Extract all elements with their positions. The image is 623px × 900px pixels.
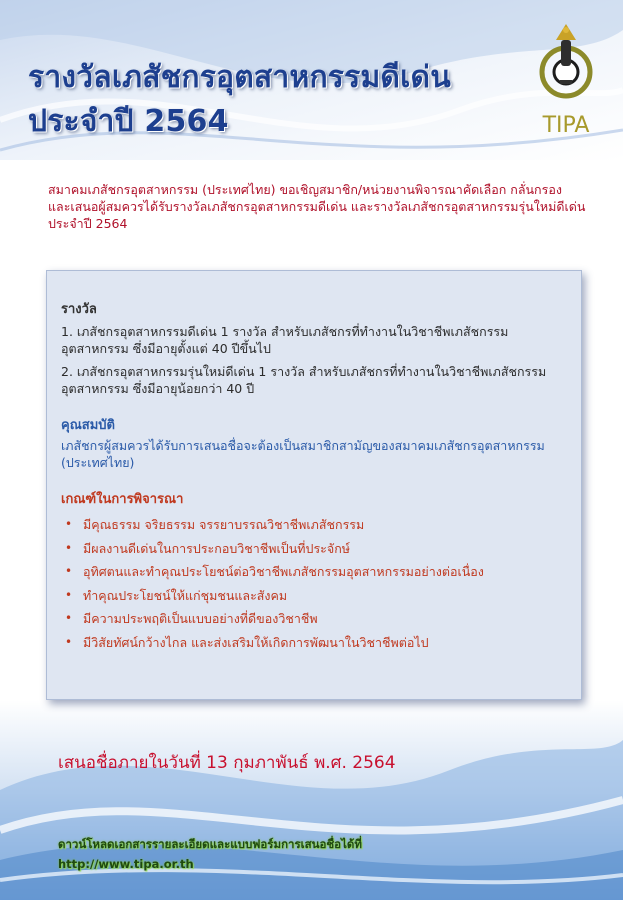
criteria-item-text: มีคุณธรรม จริยธรรม จรรยาบรรณวิชาชีพเภสัชกรรม xyxy=(83,517,365,532)
bullet-icon: • xyxy=(65,587,73,602)
tipa-logo-icon xyxy=(530,22,602,140)
page-title-line2: ประจำปี 2564 xyxy=(28,104,229,139)
bullet-icon: • xyxy=(65,634,73,649)
criteria-item xyxy=(61,584,561,608)
page-title-line1: รางวัลเภสัชกรอุตสาหกรรมดีเด่น xyxy=(28,60,451,95)
bullet-icon: • xyxy=(65,564,73,578)
award-item: 1. เภสัชกรอุตสาหกรรมดีเด่น 1 รางวัล สำหรับเภสัชกรที่ทำงานในวิชาชีพเภสัชกรรมอุตสาหกรรม ซึ่งมีอายุตั้งแต่ 40 ปีขึ้นไป xyxy=(61,324,509,356)
criteria-item-text: ทำคุณประโยชน์ให้แก่ชุมชนและสังคม xyxy=(83,587,288,603)
intro-text: สมาคมเภสัชกรอุตสาหกรรม (ประเทศไทย) ขอเชิญสมาชิก/หน่วยงานพิจารณาคัดเลือก กลั่นกรอง และเสนอผู้สมควรได้รับรางวัลเภสัชกรอุตสาหกรรมดีเด่น และรางวัลเภสัชกรอุตสาหกรรมรุ่นใหม่ดีเด่น ประจำปี 2564 xyxy=(48,182,586,231)
bullet-icon: • xyxy=(65,517,73,531)
criteria-item-text: มีความประพฤติเป็นแบบอย่างที่ดีของวิชาชีพ xyxy=(83,611,318,626)
logo-text: TIPA xyxy=(542,113,590,138)
criteria-list xyxy=(61,513,561,654)
criteria-item xyxy=(61,537,561,561)
website-link[interactable]: http://www.tipa.or.th xyxy=(58,857,194,871)
criteria-item xyxy=(61,560,561,584)
criteria-item-text: มีผลงานดีเด่นในการประกอบวิชาชีพเป็นที่ประจักษ์ xyxy=(83,540,350,556)
footer-contact xyxy=(58,834,362,874)
criteria-item xyxy=(61,631,561,655)
qualifications-text: เภสัชกรผู้สมควรได้รับการเสนอชื่อจะต้องเป็นสมาชิกสามัญของสมาคมเภสัชกรอุตสาหกรรม (ประเทศไทย) xyxy=(61,438,545,470)
deadline-text: เสนอชื่อภายในวันที่ 13 กุมภาพันธ์ พ.ศ. 2564 xyxy=(58,753,396,773)
award-item: 2. เภสัชกรอุตสาหกรรมรุ่นใหม่ดีเด่น 1 รางวัล สำหรับเภสัชกรที่ทำงานในวิชาชีพเภสัชกรรมอุตสาหกรรม ซึ่งมีอายุน้อยกว่า 40 ปี xyxy=(61,364,547,396)
bullet-icon: • xyxy=(65,611,73,625)
info-panel xyxy=(46,270,582,700)
qualifications-heading: คุณสมบัติ xyxy=(61,418,115,433)
criteria-item xyxy=(61,513,561,537)
awards-heading: รางวัล xyxy=(61,302,97,317)
criteria-item-text: อุทิศตนและทำคุณประโยชน์ต่อวิชาชีพเภสัชกรรมอุตสาหกรรมอย่างต่อเนื่อง xyxy=(83,564,484,579)
criteria-heading: เกณฑ์ในการพิจารณา xyxy=(61,492,184,507)
download-info-text: ดาวน์โหลดเอกสารรายละเอียดและแบบฟอร์มการเสนอชื่อได้ที่ xyxy=(58,837,362,851)
bullet-icon: • xyxy=(65,540,73,555)
criteria-item xyxy=(61,607,561,631)
criteria-item-text: มีวิสัยทัศน์กว้างไกล และส่งเสริมให้เกิดการพัฒนาในวิชาชีพต่อไป xyxy=(83,634,429,650)
